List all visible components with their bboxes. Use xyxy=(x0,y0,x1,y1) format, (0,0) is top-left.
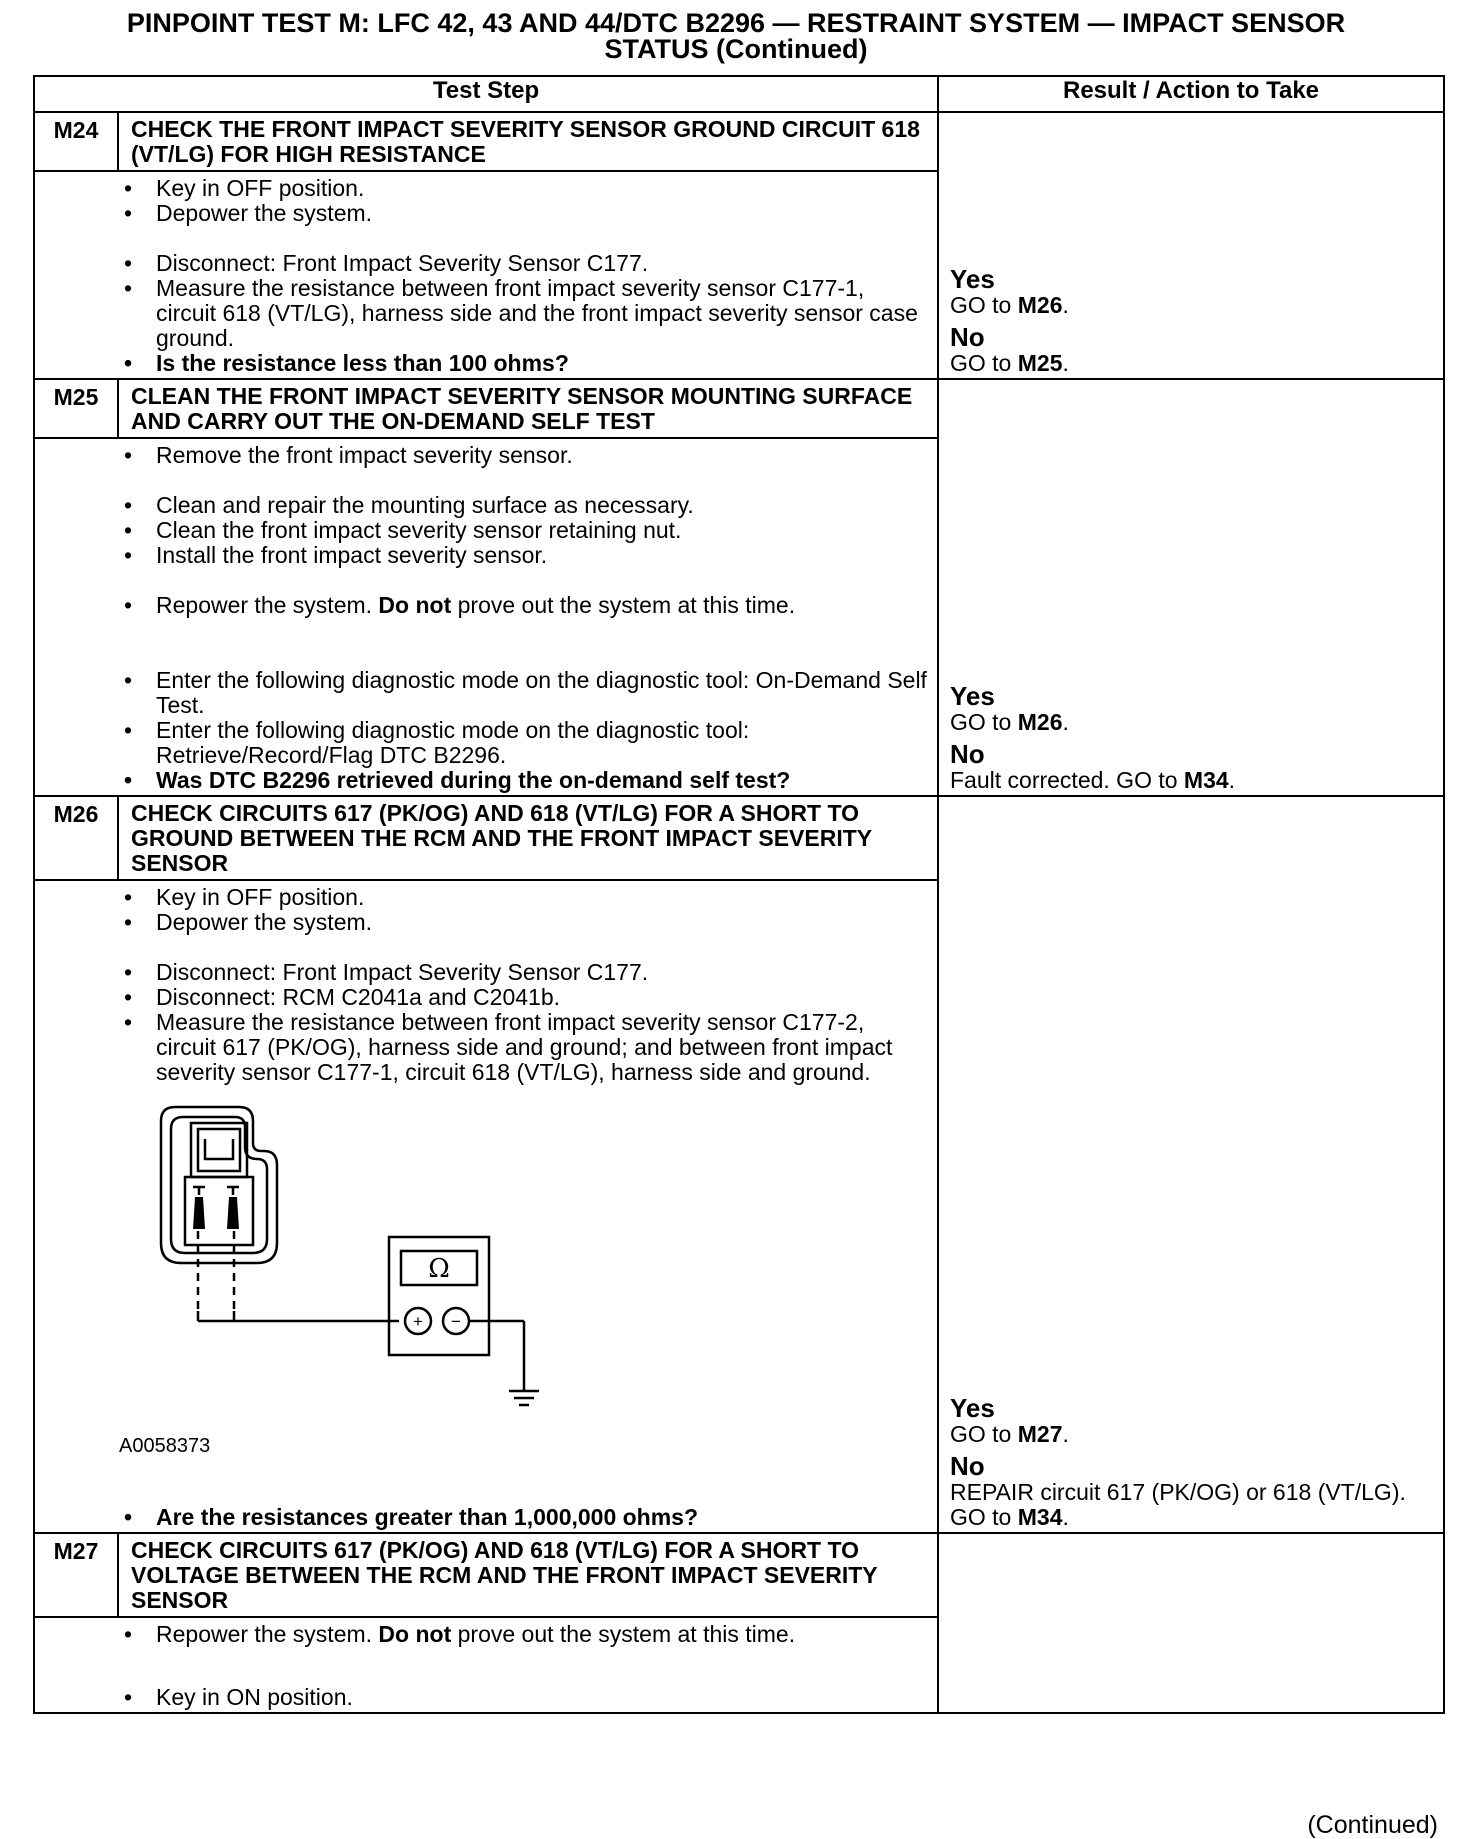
pinpoint-test-table xyxy=(33,75,1445,1714)
step-title: CLEAN THE FRONT IMPACT SEVERITY SENSOR MOUNTING SURFACE AND CARRY OUT THE ON-DEMAND SELF TEST xyxy=(131,383,913,434)
terminal-pin-1 xyxy=(193,1197,205,1229)
answer-yes: Yes xyxy=(950,681,995,711)
table-header-row xyxy=(34,76,1444,112)
result-m25-cell xyxy=(938,379,1444,796)
answer-no: No xyxy=(950,739,985,769)
list-item: • Key in ON position. xyxy=(119,1685,927,1710)
step-header xyxy=(35,113,937,172)
answer-yes: Yes xyxy=(950,264,995,294)
step-reference-link[interactable]: M27 xyxy=(1017,1421,1063,1447)
list-item: • Repower the system. Do not prove out the system at this time. xyxy=(119,593,927,618)
figure-id: A0058373 xyxy=(119,1435,211,1457)
action-text: GO to M26. xyxy=(950,292,1069,318)
result-m27-cell xyxy=(938,1533,1444,1713)
step-question: • Is the resistance less than 100 ohms? xyxy=(119,351,927,376)
step-reference-link[interactable]: M26 xyxy=(1017,709,1063,735)
answer-no: No xyxy=(950,322,985,352)
continued-label: (Continued) xyxy=(1307,1811,1438,1839)
terminal-pin-2 xyxy=(227,1197,239,1229)
step-title: CHECK CIRCUITS 617 (PK/OG) AND 618 (VT/LG) FOR A SHORT TO VOLTAGE BETWEEN THE RCM AND THE FRONT IMPACT SEVERITY SENSOR xyxy=(131,1537,878,1613)
header-test-step: Test Step xyxy=(34,76,938,112)
list-item: • Remove the front impact severity sensor. xyxy=(119,443,927,468)
step-body xyxy=(35,439,937,795)
list-item: • Depower the system. xyxy=(119,201,927,226)
table-row xyxy=(34,1533,1444,1713)
step-title: CHECK THE FRONT IMPACT SEVERITY SENSOR GROUND CIRCUIT 618 (VT/LG) FOR HIGH RESISTANCE xyxy=(131,116,920,167)
step-reference-link[interactable]: M34 xyxy=(1017,1504,1063,1530)
step-m26-cell xyxy=(34,796,938,1533)
ohm-symbol: Ω xyxy=(428,1254,450,1284)
step-body xyxy=(35,881,937,1532)
step-title: CHECK CIRCUITS 617 (PK/OG) AND 618 (VT/LG) FOR A SHORT TO GROUND BETWEEN THE RCM AND THE FRONT IMPACT SEVERITY SENSOR xyxy=(131,800,872,876)
table-row xyxy=(34,112,1444,379)
list-item: • Measure the resistance between front impact severity sensor C177-2, circuit 617 (PK/OG), harness side and ground; and between front impact severity sensor C177-1, circuit 618 (VT/LG), harness side and ground. xyxy=(119,1010,927,1085)
step-body xyxy=(35,172,937,378)
list-item: • Disconnect: RCM C2041a and C2041b. xyxy=(119,985,927,1010)
step-id: M25 xyxy=(35,380,119,437)
list-item: • Measure the resistance between front impact severity sensor C177-1, circuit 618 (VT/LG), harness side and the front impact severity sensor case ground. xyxy=(119,276,927,351)
list-item: • Key in OFF position. xyxy=(119,885,927,910)
list-item: • Clean and repair the mounting surface as necessary. xyxy=(119,493,927,518)
list-item: • Depower the system. xyxy=(119,910,927,935)
connector-latch xyxy=(191,1123,247,1177)
list-item: • Clean the front impact severity sensor retaining nut. xyxy=(119,518,927,543)
step-m25-cell xyxy=(34,379,938,796)
step-m27-cell xyxy=(34,1533,938,1713)
title-line-1: PINPOINT TEST M: LFC 42, 43 AND 44/DTC B2296 — RESTRAINT SYSTEM — IMPACT SENSOR xyxy=(126,8,1346,38)
list-item: • Disconnect: Front Impact Severity Sensor C177. xyxy=(119,960,927,985)
step-header xyxy=(35,1534,937,1618)
action-text: GO to M27. xyxy=(950,1421,1069,1447)
step-instructions xyxy=(119,176,927,376)
step-instructions xyxy=(119,1505,927,1530)
list-item: • Repower the system. Do not prove out the system at this time. xyxy=(119,1622,927,1647)
page-title xyxy=(0,10,1472,62)
list-item: • Enter the following diagnostic mode on the diagnostic tool: Retrieve/Record/Flag DTC B2296. xyxy=(119,718,927,768)
step-m24-cell xyxy=(34,112,938,379)
list-item: • Key in OFF position. xyxy=(119,176,927,201)
action-text: GO to M26. xyxy=(950,709,1069,735)
action-text: Fault corrected. GO to M34. xyxy=(950,767,1236,793)
step-reference-link[interactable]: M25 xyxy=(1017,350,1063,376)
step-header xyxy=(35,380,937,439)
step-reference-link[interactable]: M26 xyxy=(1017,292,1063,318)
step-instructions xyxy=(119,443,927,793)
step-instructions xyxy=(119,885,927,1085)
connector-outline xyxy=(161,1107,277,1263)
result-m26-cell xyxy=(938,796,1444,1533)
title-line-2: STATUS (Continued) xyxy=(604,34,868,64)
ohmmeter-diagram xyxy=(119,1085,639,1465)
action-text: GO to M25. xyxy=(950,350,1069,376)
step-id: M26 xyxy=(35,797,119,879)
header-result-action: Result / Action to Take xyxy=(938,76,1444,112)
plus-symbol: + xyxy=(413,1312,423,1331)
list-item: • Enter the following diagnostic mode on the diagnostic tool: On-Demand Self Test. xyxy=(119,668,927,718)
step-question: • Was DTC B2296 retrieved during the on-demand self test? xyxy=(119,768,927,793)
table-row xyxy=(34,796,1444,1533)
answer-no: No xyxy=(950,1451,985,1481)
wiring-diagram-figure xyxy=(119,1085,927,1505)
minus-symbol: − xyxy=(451,1312,461,1331)
step-header xyxy=(35,797,937,881)
step-id: M27 xyxy=(35,1534,119,1616)
action-text: REPAIR circuit 617 (PK/OG) or 618 (VT/LG). GO to M34. xyxy=(950,1479,1406,1530)
table-row xyxy=(34,379,1444,796)
step-instructions xyxy=(119,1622,927,1710)
step-question: • Are the resistances greater than 1,000,000 ohms? xyxy=(119,1505,927,1530)
list-item: • Disconnect: Front Impact Severity Sensor C177. xyxy=(119,251,927,276)
answer-yes: Yes xyxy=(950,1393,995,1423)
step-reference-link[interactable]: M34 xyxy=(1183,767,1229,793)
step-body xyxy=(35,1618,937,1712)
result-m24-cell xyxy=(938,112,1444,379)
step-id: M24 xyxy=(35,113,119,170)
list-item: • Install the front impact severity sensor. xyxy=(119,543,927,568)
